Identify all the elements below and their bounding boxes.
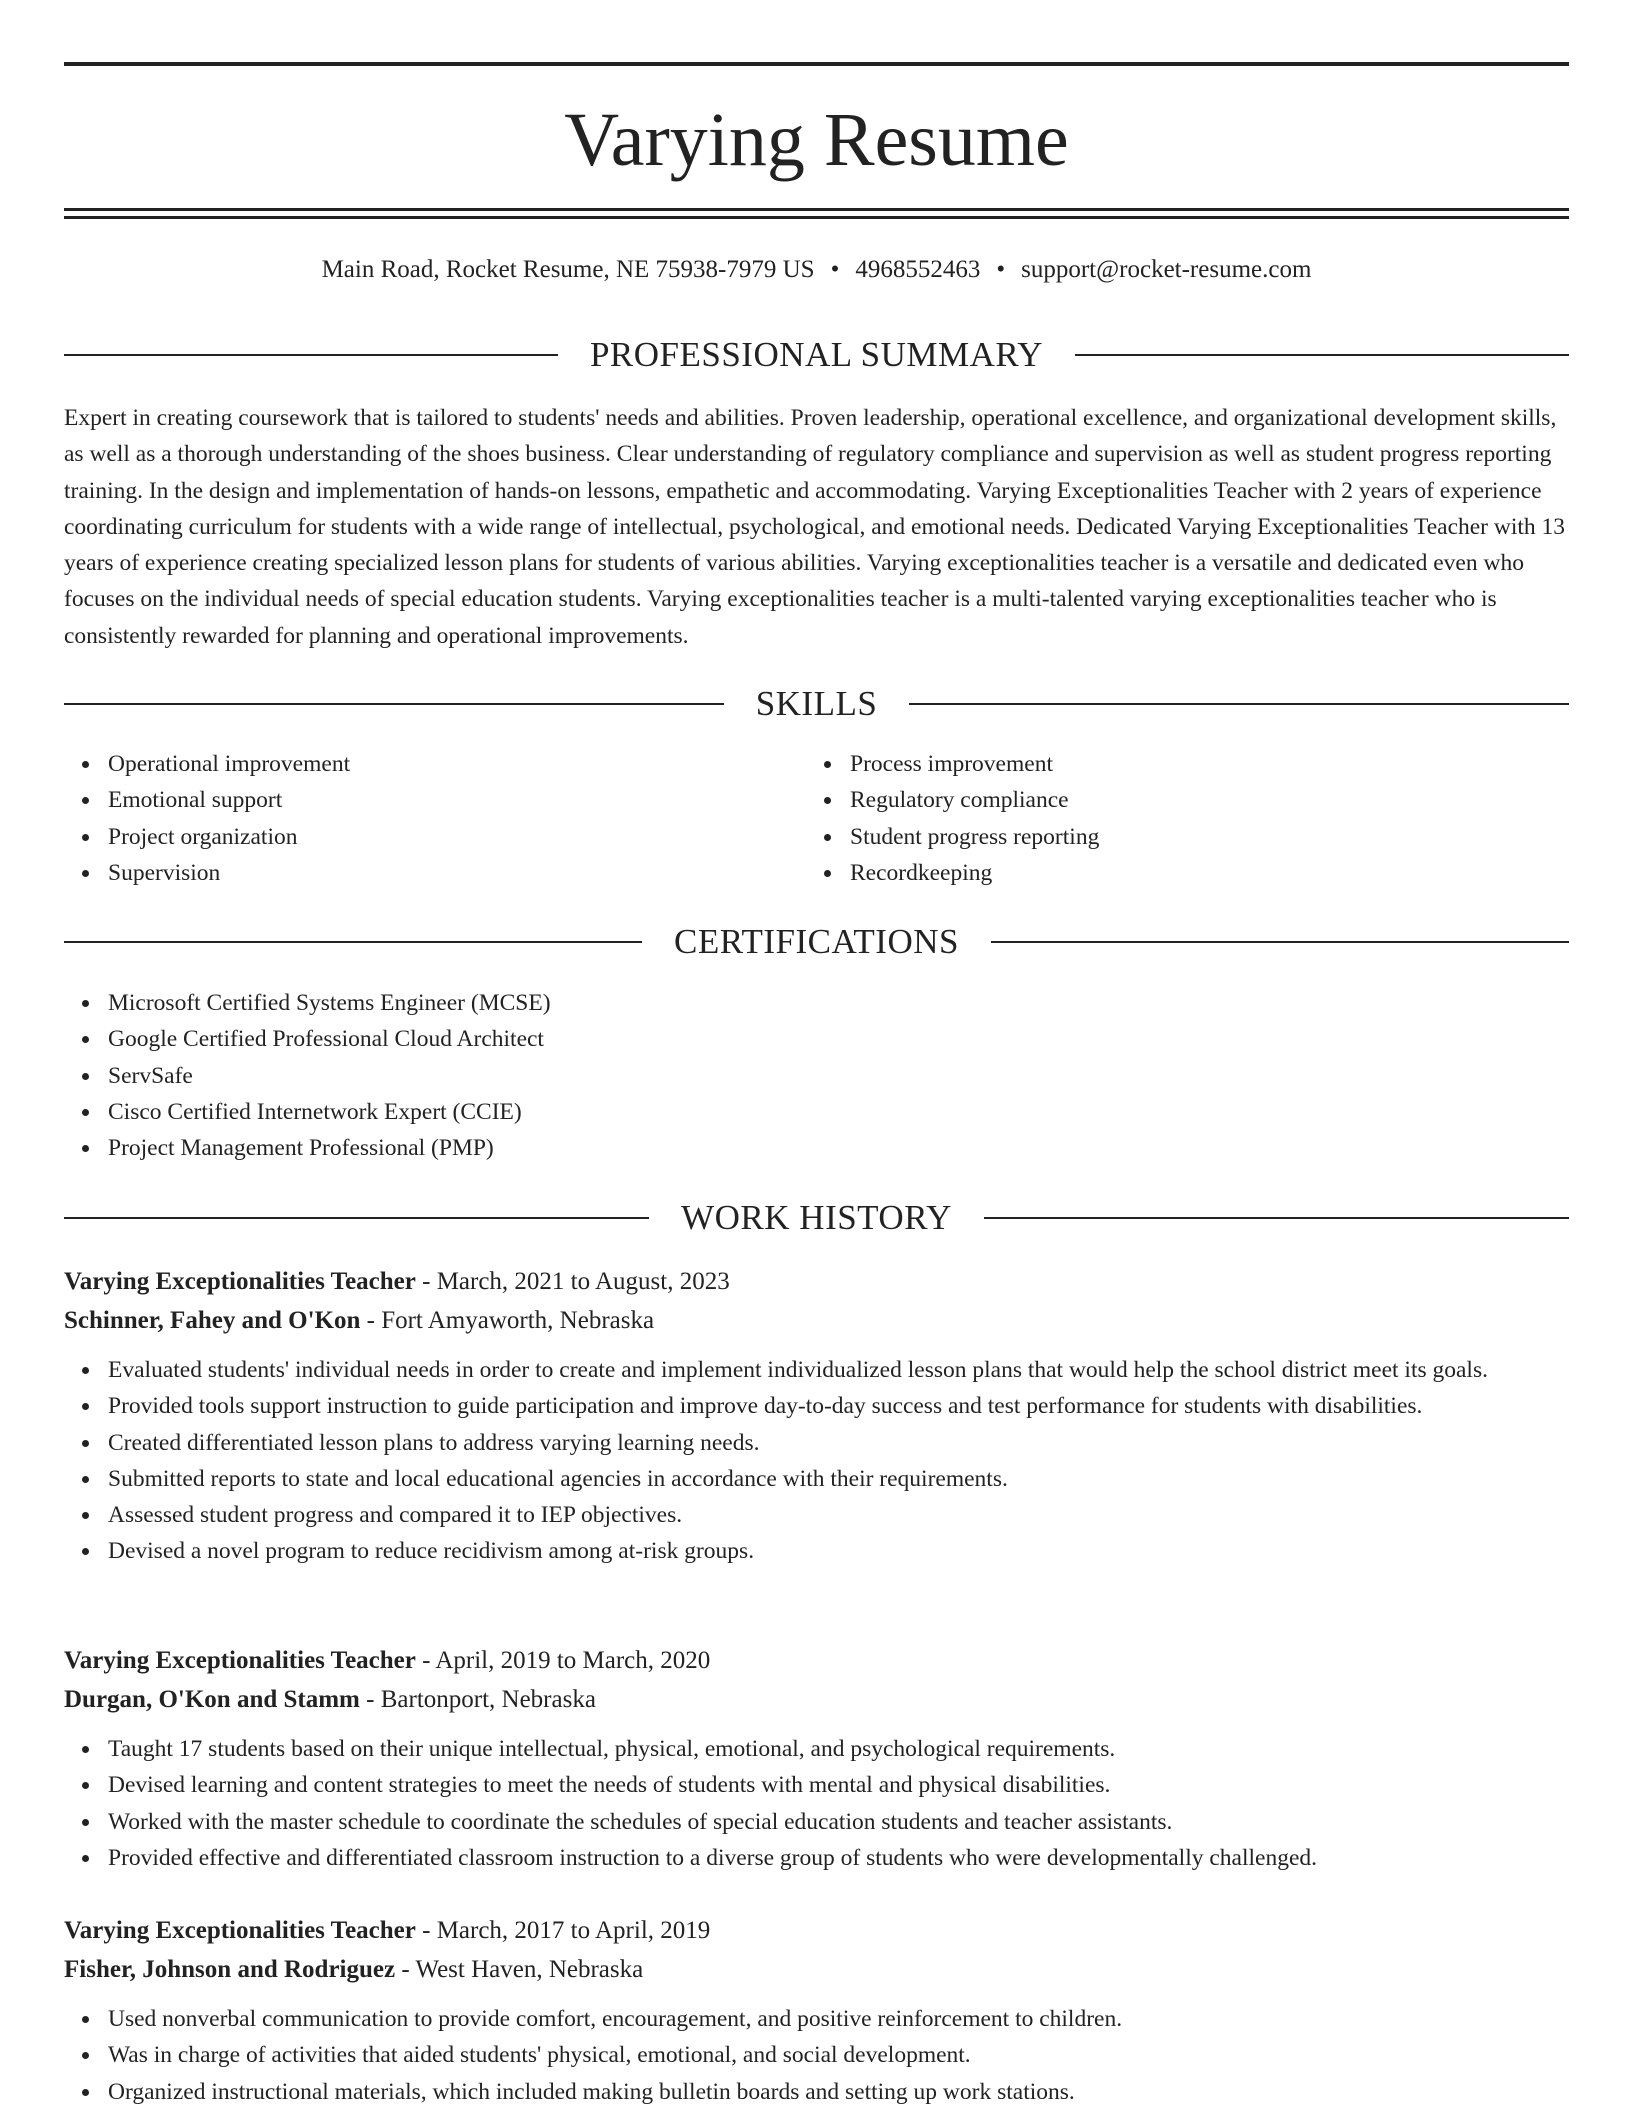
- skills-list-right: [806, 746, 1506, 891]
- certification-item: ServSafe: [108, 1058, 1569, 1094]
- heading-rule-left: [64, 1217, 649, 1219]
- skill-item: Student progress reporting: [850, 819, 1506, 855]
- work-history-title: WORK HISTORY: [681, 1198, 952, 1237]
- job-bullets: [64, 1352, 1569, 1570]
- job-company: Fisher, Johnson and Rodriguez: [64, 1956, 396, 1983]
- job-bullet: Devised learning and content strategies to meet the needs of students with mental and physical disabilities.: [108, 1767, 1569, 1803]
- job-location: Bartonport, Nebraska: [380, 1686, 596, 1713]
- job-company: Durgan, O'Kon and Stamm: [64, 1686, 360, 1713]
- contact-email: support@rocket-resume.com: [1021, 256, 1312, 283]
- heading-rule-right: [991, 941, 1569, 943]
- job-bullet: Used nonverbal communication to provide comfort, encouragement, and positive reinforcement to children.: [108, 2001, 1569, 2037]
- contact-line: [64, 252, 1569, 288]
- contact-separator: •: [996, 256, 1006, 283]
- job-company-line: Fisher, Johnson and Rodriguez - West Haven, Nebraska: [64, 1956, 644, 1983]
- job-company-line: Schinner, Fahey and O'Kon - Fort Amyaworth, Nebraska: [64, 1307, 655, 1334]
- job-bullet: Submitted reports to state and local educational agencies in accordance with their requirements.: [108, 1461, 1569, 1497]
- summary-text: Expert in creating coursework that is tailored to students' needs and abilities. Proven leadership, operational excellence, and organizational development skills, as well as a thorough understanding of the shoes business. Clear understanding of regulatory compliance and supervision as well as student progress reporting training. In the design and implementation of hands-on lessons, empathetic and accommodating. Varying Exceptionalities Teacher with 2 years of experience coordinating curriculum for students with a wide range of intellectual, psychological, and emotional needs. Dedicated Varying Exceptionalities Teacher with 13 years of experience creating specialized lesson plans for students of various abilities. Varying exceptionalities teacher is a versatile and dedicated even who focuses on the individual needs of special education students. Varying exceptionalities teacher is a multi-talented varying exceptionalities teacher who is consistently rewarded for planning and operational improvements.: [64, 405, 1566, 649]
- header-top-rule: [64, 62, 1569, 66]
- resume-name: Varying Resume: [564, 98, 1069, 182]
- contact-address: Main Road, Rocket Resume, NE 75938-7979 US: [321, 256, 815, 283]
- skills-title: SKILLS: [755, 684, 878, 723]
- summary-heading: [64, 333, 1569, 377]
- job-entry: [64, 1911, 1569, 2110]
- job-entry: [64, 1641, 1569, 1876]
- job-bullet: Created differentiated lesson plans to address varying learning needs.: [108, 1425, 1569, 1461]
- skill-item: Regulatory compliance: [850, 782, 1506, 818]
- job-title-line: Varying Exceptionalities Teacher - April, 2019 to March, 2020: [64, 1647, 711, 1674]
- heading-rule-right: [909, 703, 1569, 705]
- heading-rule-left: [64, 703, 724, 705]
- skills-column-left: [64, 746, 764, 891]
- job-role: Varying Exceptionalities Teacher: [64, 1917, 416, 1944]
- job-bullet: Was in charge of activities that aided students' physical, emotional, and social development.: [108, 2037, 1569, 2073]
- header-double-rule-upper: [64, 208, 1569, 211]
- certification-item: Project Management Professional (PMP): [108, 1130, 1569, 1166]
- job-title-line: Varying Exceptionalities Teacher - March, 2017 to April, 2019: [64, 1917, 711, 1944]
- skills-column-right: [806, 746, 1506, 891]
- contact-separator: •: [830, 256, 840, 283]
- heading-rule-left: [64, 941, 642, 943]
- skill-item: Recordkeeping: [850, 855, 1506, 891]
- job-dates: March, 2017 to April, 2019: [436, 1917, 711, 1944]
- job-role: Varying Exceptionalities Teacher: [64, 1647, 416, 1674]
- skill-item: Supervision: [108, 855, 764, 891]
- skills-list-left: [64, 746, 764, 891]
- header-double-rule-lower: [64, 216, 1569, 219]
- heading-rule-right: [984, 1217, 1569, 1219]
- job-location: West Haven, Nebraska: [415, 1956, 644, 1983]
- job-bullet: Evaluated students' individual needs in order to create and implement individualized lesson plans that would help the school district meet its goals.: [108, 1352, 1569, 1388]
- certifications-title: CERTIFICATIONS: [674, 922, 959, 961]
- job-entry: [64, 1262, 1569, 1570]
- certification-item: Microsoft Certified Systems Engineer (MCSE): [108, 985, 1569, 1021]
- job-bullet: Provided tools support instruction to guide participation and improve day-to-day success and test performance for students with disabilities.: [108, 1388, 1569, 1424]
- job-bullet: Assessed student progress and compared it to IEP objectives.: [108, 1497, 1569, 1533]
- skill-item: Project organization: [108, 819, 764, 855]
- job-role: Varying Exceptionalities Teacher: [64, 1268, 416, 1295]
- summary-title: PROFESSIONAL SUMMARY: [589, 335, 1044, 374]
- job-bullet: Devised a novel program to reduce recidivism among at-risk groups.: [108, 1533, 1569, 1569]
- job-company-line: Durgan, O'Kon and Stamm - Bartonport, Nebraska: [64, 1686, 596, 1713]
- certification-item: Cisco Certified Internetwork Expert (CCIE): [108, 1094, 1569, 1130]
- skill-item: Operational improvement: [108, 746, 764, 782]
- heading-rule-left: [64, 354, 558, 356]
- contact-phone: 4968552463: [855, 256, 981, 283]
- job-bullets: [64, 2001, 1569, 2110]
- job-bullet: Provided effective and differentiated classroom instruction to a diverse group of students who were developmentally challenged.: [108, 1840, 1569, 1876]
- job-location: Fort Amyaworth, Nebraska: [381, 1307, 655, 1334]
- certifications-list: [64, 985, 1569, 1166]
- job-bullet: Worked with the master schedule to coordinate the schedules of special education students and teacher assistants.: [108, 1804, 1569, 1840]
- heading-rule-right: [1075, 354, 1569, 356]
- job-bullet: Taught 17 students based on their unique intellectual, physical, emotional, and psychological requirements.: [108, 1731, 1569, 1767]
- job-bullet: Organized instructional materials, which included making bulletin boards and setting up work stations.: [108, 2074, 1569, 2110]
- job-dates: April, 2019 to March, 2020: [435, 1647, 711, 1674]
- skill-item: Process improvement: [850, 746, 1506, 782]
- job-company: Schinner, Fahey and O'Kon: [64, 1307, 361, 1334]
- skills-heading: [64, 682, 1569, 726]
- job-bullets: [64, 1731, 1569, 1876]
- certifications-heading: [64, 920, 1569, 964]
- job-dates: March, 2021 to August, 2023: [436, 1268, 730, 1295]
- work-history-heading: [64, 1196, 1569, 1240]
- job-title-line: Varying Exceptionalities Teacher - March, 2021 to August, 2023: [64, 1268, 730, 1295]
- skill-item: Emotional support: [108, 782, 764, 818]
- certifications-block: [64, 985, 1569, 1166]
- certification-item: Google Certified Professional Cloud Architect: [108, 1021, 1569, 1057]
